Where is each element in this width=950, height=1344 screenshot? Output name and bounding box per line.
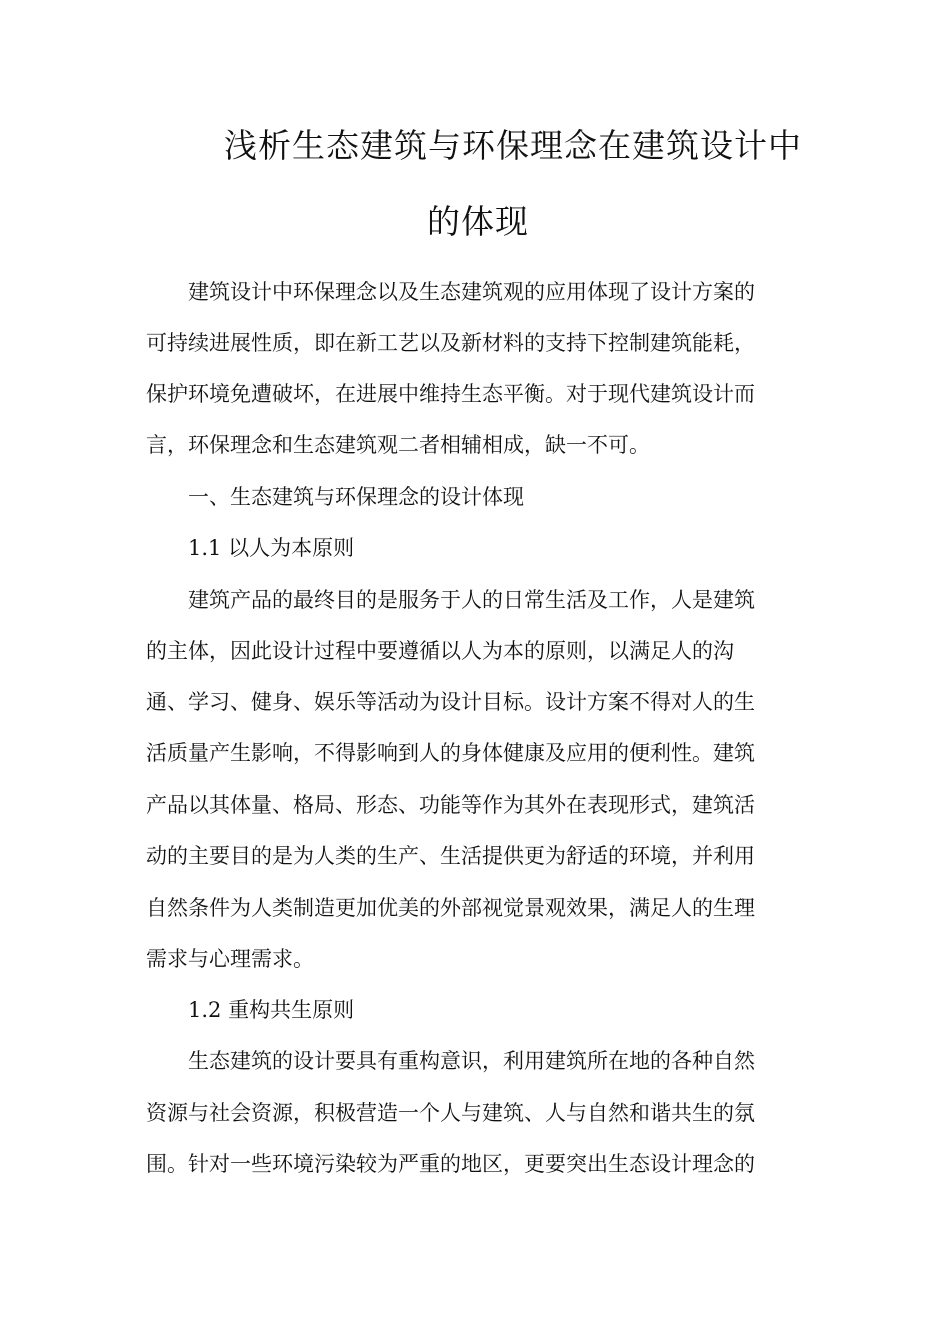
paragraph-line: 的主体，因此设计过程中要遵循以人为本的原则，以满足人的沟 (146, 639, 734, 663)
paragraph-line: 可持续进展性质，即在新工艺以及新材料的支持下控制建筑能耗， (146, 331, 755, 355)
paragraph-line: 言，环保理念和生态建筑观二者相辅相成，缺一不可。 (146, 433, 650, 457)
paragraph-line: 产品以其体量、格局、形态、功能等作为其外在表现形式，建筑活 (146, 793, 755, 817)
subsection-heading: 1.1 以人为本原则 (146, 536, 355, 560)
paragraph-line: 通、学习、健身、娱乐等活动为设计目标。设计方案不得对人的生 (146, 690, 755, 714)
paragraph-line: 保护环境免遭破坏，在进展中维持生态平衡。对于现代建筑设计而 (146, 382, 755, 406)
paragraph-line: 建筑设计中环保理念以及生态建筑观的应用体现了设计方案的 (146, 280, 755, 304)
paragraph-line: 资源与社会资源，积极营造一个人与建筑、人与自然和谐共生的氛 (146, 1101, 755, 1125)
paragraph-line: 建筑产品的最终目的是服务于人的日常生活及工作，人是建筑 (146, 588, 755, 612)
paragraph-line: 活质量产生影响，不得影响到人的身体健康及应用的便利性。建筑 (146, 741, 755, 765)
paragraph-line: 生态建筑的设计要具有重构意识，利用建筑所在地的各种自然 (146, 1049, 755, 1073)
document-title-line-2: 的体现 (427, 202, 529, 241)
paragraph-line: 需求与心理需求。 (146, 947, 314, 971)
paragraph-line: 自然条件为人类制造更加优美的外部视觉景观效果，满足人的生理 (146, 896, 755, 920)
section-heading: 一、生态建筑与环保理念的设计体现 (146, 485, 524, 509)
paragraph-line: 围。针对一些环境污染较为严重的地区，更要突出生态设计理念的 (146, 1152, 755, 1176)
subsection-heading: 1.2 重构共生原则 (146, 998, 355, 1022)
paragraph-line: 动的主要目的是为人类的生产、生活提供更为舒适的环境，并利用 (146, 844, 755, 868)
document-title-line-1: 浅析生态建筑与环保理念在建筑设计中 (224, 126, 802, 165)
